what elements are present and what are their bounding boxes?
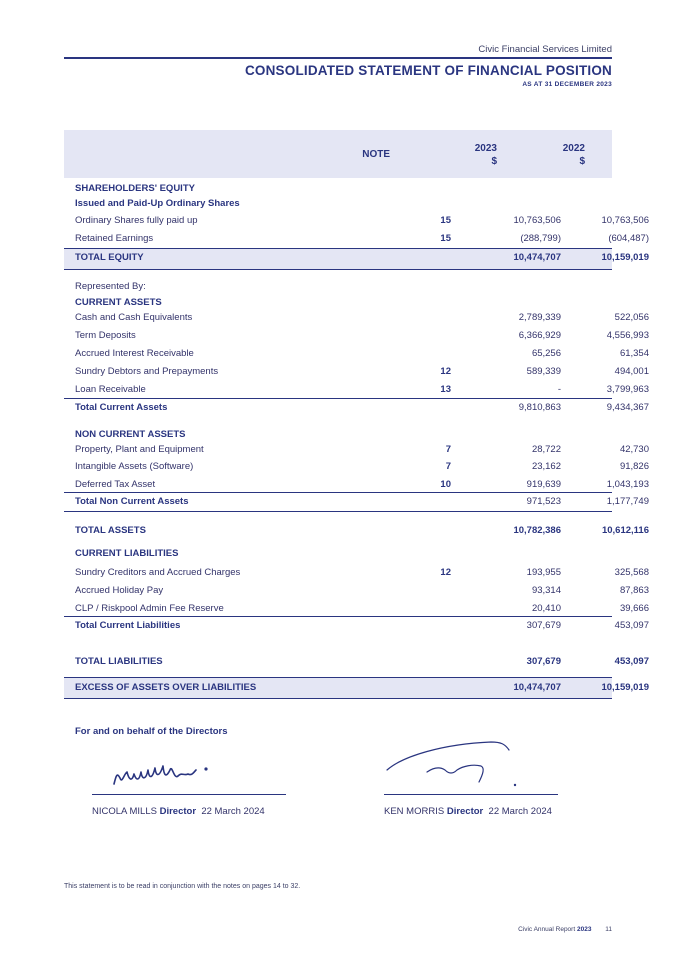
year-2022-label: 2022: [562, 143, 585, 154]
currency-2022: $: [579, 156, 585, 167]
signature-nicola-mills: [108, 758, 228, 790]
row-label: Cash and Cash Equivalents: [75, 312, 193, 323]
footnote: This statement is to be read in conjunction with the notes on pages 14 to 32.: [64, 883, 301, 890]
year-2022-header: [508, 142, 585, 168]
total-equity-row: [64, 252, 649, 268]
value-2023: -: [557, 384, 561, 395]
row-label: CLP / Riskpool Admin Fee Reserve: [75, 603, 224, 614]
year-2023-header: [420, 142, 497, 168]
value-2023: (288,799): [520, 233, 561, 244]
table-row: [64, 366, 649, 382]
value-2022: 61,354: [619, 348, 649, 359]
value-2022: 10,159,019: [601, 682, 649, 693]
value-2023: 9,810,863: [518, 402, 561, 413]
value-2023: 10,474,707: [513, 682, 561, 693]
director-2-caption: [384, 806, 552, 817]
total-assets-row: [64, 525, 649, 541]
rule: [64, 511, 612, 512]
total-non-current-assets-row: [64, 496, 649, 512]
row-label: Term Deposits: [75, 330, 136, 341]
row-note: 15: [440, 233, 451, 244]
row-note: 12: [440, 567, 451, 578]
report-year: 2023: [576, 926, 592, 933]
row-label: TOTAL EQUITY: [75, 252, 144, 263]
value-2022: 10,763,506: [601, 215, 649, 226]
value-2022: 453,097: [614, 620, 649, 631]
represented-by-label: Represented By:: [75, 281, 146, 292]
year-2023-label: 2023: [474, 143, 497, 154]
value-2022: 4,556,993: [606, 330, 649, 341]
row-note: 7: [445, 444, 451, 455]
value-2022: 494,001: [614, 366, 649, 377]
value-2022: 91,826: [619, 461, 649, 472]
row-label: Ordinary Shares fully paid up: [75, 215, 198, 226]
value-2023: 10,763,506: [513, 215, 561, 226]
row-note: 10: [440, 479, 451, 490]
value-2022: 1,043,193: [606, 479, 649, 490]
row-label: Sundry Debtors and Prepayments: [75, 366, 219, 377]
row-label: EXCESS OF ASSETS OVER LIABILITIES: [75, 682, 257, 693]
excess-row: [64, 682, 649, 698]
value-2022: 9,434,367: [606, 402, 649, 413]
directors-heading: For and on behalf of the Directors: [75, 726, 228, 737]
company-name: Civic Financial Services Limited: [478, 44, 612, 55]
row-label: Accrued Interest Receivable: [75, 348, 194, 359]
header-rule: [64, 57, 612, 59]
currency-2023: $: [491, 156, 497, 167]
row-note: 15: [440, 215, 451, 226]
row-note: 7: [445, 461, 451, 472]
signature-line-2: [384, 794, 558, 795]
value-2023: 65,256: [531, 348, 561, 359]
row-label: TOTAL ASSETS: [75, 525, 146, 536]
value-2022: 10,612,116: [601, 525, 649, 536]
value-2023: 193,955: [526, 567, 561, 578]
table-row: [64, 312, 649, 328]
row-label: Retained Earnings: [75, 233, 154, 244]
row-note: 12: [440, 366, 451, 377]
director-1-date: 22 March 2024: [201, 806, 265, 817]
equity-subheading: Issued and Paid-Up Ordinary Shares: [75, 198, 240, 209]
value-2022: 87,863: [619, 585, 649, 596]
current-liabilities-heading: CURRENT LIABILITIES: [75, 548, 179, 559]
value-2023: 10,474,707: [513, 252, 561, 263]
page-number: 11: [605, 926, 612, 933]
director-2-role: Director: [446, 806, 484, 817]
value-2022: 39,666: [619, 603, 649, 614]
value-2022: 325,568: [614, 567, 649, 578]
rule: [64, 616, 612, 617]
signature-ken-morris: [383, 738, 523, 792]
row-label: Accrued Holiday Pay: [75, 585, 164, 596]
value-2022: 42,730: [619, 444, 649, 455]
table-row: [64, 330, 649, 346]
director-2-name: KEN MORRIS: [384, 806, 445, 817]
table-row: [64, 444, 649, 460]
signature-line-1: [92, 794, 286, 795]
value-2023: 2,789,339: [518, 312, 561, 323]
value-2023: 919,639: [526, 479, 561, 490]
report-name: Civic Annual Report: [518, 926, 576, 933]
value-2022: 1,177,749: [606, 496, 649, 507]
row-label: Loan Receivable: [75, 384, 146, 395]
table-row: [64, 348, 649, 364]
value-2023: 23,162: [531, 461, 561, 472]
table-row: [64, 233, 649, 249]
row-label: Sundry Creditors and Accrued Charges: [75, 567, 241, 578]
page-footer: [518, 926, 612, 933]
rule: [64, 492, 612, 493]
director-1-caption: [92, 806, 265, 817]
director-1-role: Director: [159, 806, 197, 817]
row-label: Intangible Assets (Software): [75, 461, 194, 472]
value-2022: 3,799,963: [606, 384, 649, 395]
table-row: [64, 215, 649, 231]
value-2022: 10,159,019: [601, 252, 649, 263]
value-2023: 589,339: [526, 366, 561, 377]
value-2023: 307,679: [526, 620, 561, 631]
row-label: TOTAL LIABILITIES: [75, 656, 163, 667]
director-2-date: 22 March 2024: [488, 806, 552, 817]
total-current-assets-row: [64, 402, 649, 418]
total-liabilities-row: [64, 656, 649, 672]
director-1-name: NICOLA MILLS: [92, 806, 157, 817]
row-label: Property, Plant and Equipment: [75, 444, 204, 455]
statement-date: AS AT 31 DECEMBER 2023: [522, 81, 612, 88]
current-assets-heading: CURRENT ASSETS: [75, 297, 162, 308]
row-note: 13: [440, 384, 451, 395]
value-2022: (604,487): [608, 233, 649, 244]
value-2023: 93,314: [531, 585, 561, 596]
row-label: Deferred Tax Asset: [75, 479, 156, 490]
value-2023: 307,679: [526, 656, 561, 667]
rule: [64, 398, 612, 399]
value-2022: 522,056: [614, 312, 649, 323]
note-column-header: NOTE: [362, 149, 390, 160]
value-2023: 971,523: [526, 496, 561, 507]
table-row: [64, 567, 649, 583]
table-row: [64, 461, 649, 477]
row-label: Total Current Assets: [75, 402, 168, 413]
value-2023: 10,782,386: [513, 525, 561, 536]
equity-heading: SHAREHOLDERS' EQUITY: [75, 183, 195, 194]
statement-title: CONSOLIDATED STATEMENT OF FINANCIAL POSITION: [244, 63, 612, 78]
non-current-assets-heading: NON CURRENT ASSETS: [75, 429, 186, 440]
value-2023: 20,410: [531, 603, 561, 614]
value-2023: 28,722: [531, 444, 561, 455]
value-2022: 453,097: [614, 656, 649, 667]
table-row: [64, 585, 649, 601]
total-current-liabilities-row: [64, 620, 649, 636]
value-2023: 6,366,929: [518, 330, 561, 341]
row-label: Total Current Liabilities: [75, 620, 181, 631]
row-label: Total Non Current Assets: [75, 496, 189, 507]
